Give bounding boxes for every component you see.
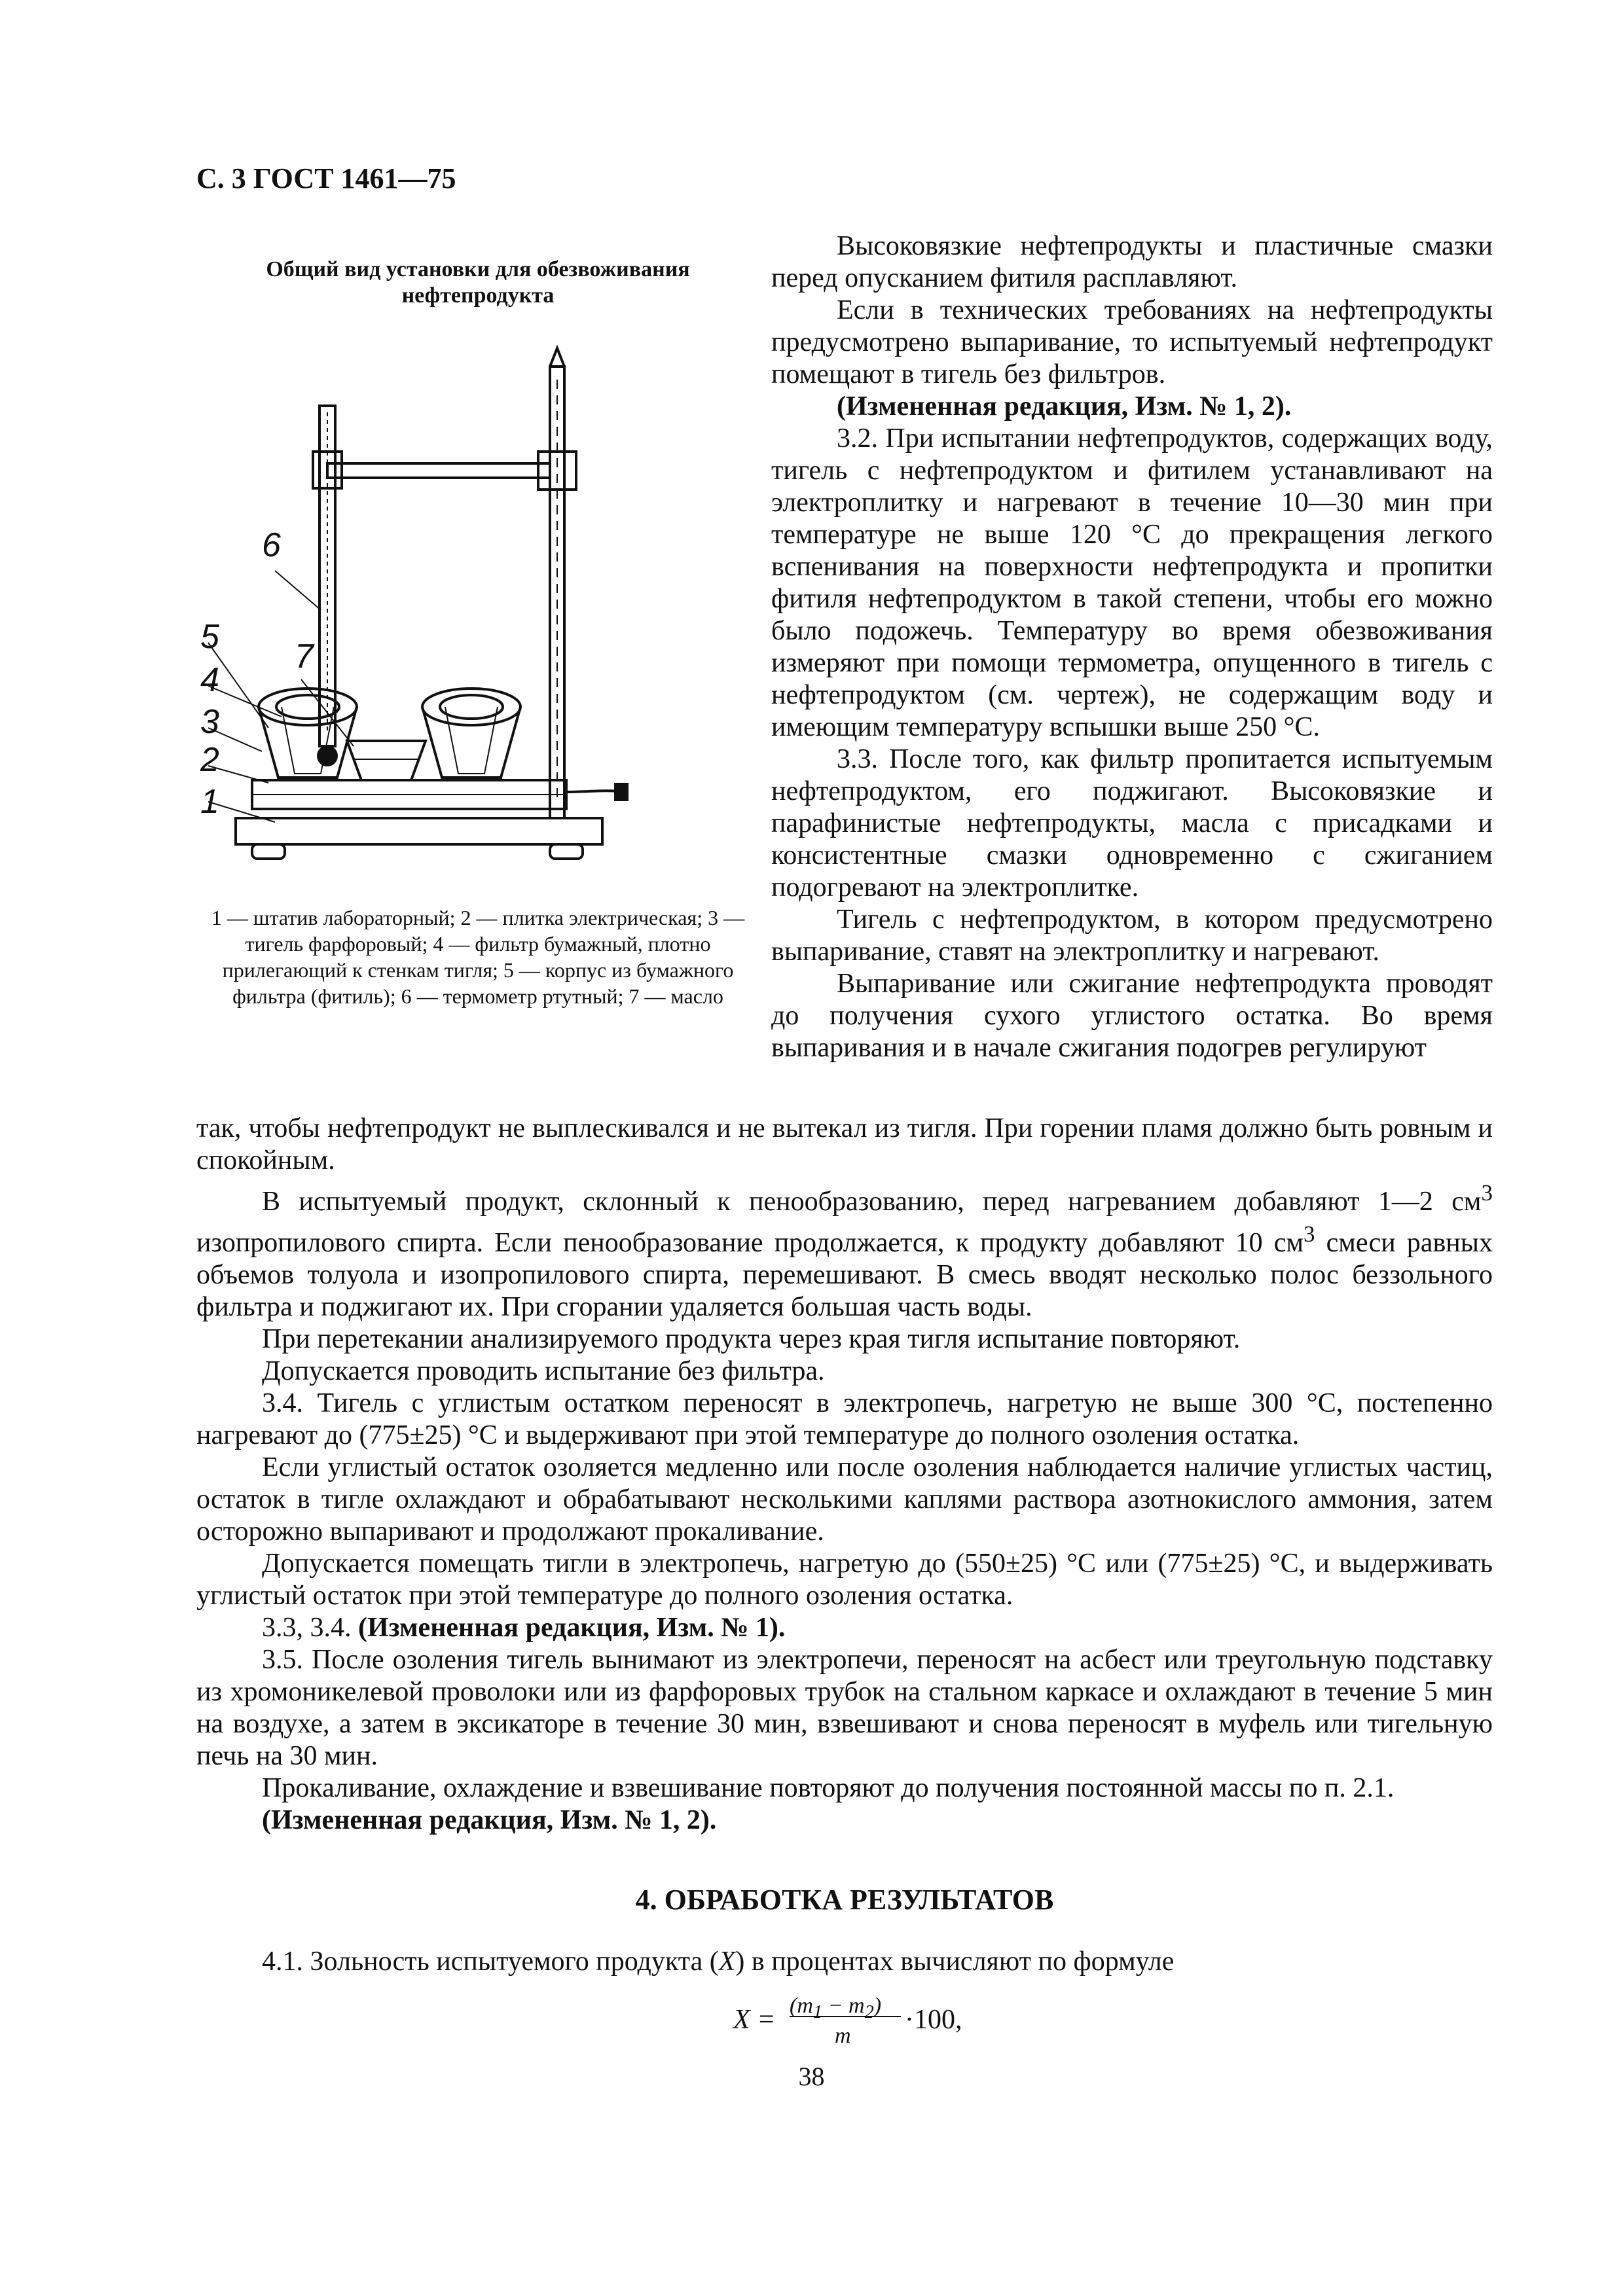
formula-denominator: m [835,2024,851,2048]
paragraph-3-3: 3.3. После того, как фильтр пропитается испытуемым нефтепродуктом, его поджигают. Высоковязкие и парафинистые нефтепродукты, масла с присадками и консистентные смазки одновременно с сжиганием подогревают на электроплитке. [771,744,1493,903]
paragraph-continuation: так, чтобы нефтепродукт не выплескивался и не вытекал из тигля. При горении пламя должно быть ровным и спокойным. [196,1113,1493,1175]
figure-label-6: 6 [262,526,281,564]
figure-label-1: 1 [200,783,219,821]
thermometer-bulb [318,747,337,765]
page-number: 38 [798,2062,825,2091]
edit-note-1-2: (Измененная редакция, Изм. № 1, 2). [837,391,1292,422]
ash-formula [733,1990,1074,2049]
right-column [771,230,1493,1064]
figure-label-7: 7 [295,637,314,675]
paragraph-foaming: В испытуемый продукт, склонный к пенообразованию, перед нагреванием добавляют 1—2 $см^3$ изопропилового спирта. Если пенообразование продолжается, к продукту добавляют 10 $см^3$ смеси равных объемов толуола и изопропилового спирта, перемешивают. В смесь вводят несколько полос беззольного фильтра и поджигают их. При сгорании удаляется большая часть воды. [196,1180,1493,1322]
paragraph-allowed: Допускается помещать тигли в электропечь, нагретую до (550±25) °С или (775±25) °С, и выдерживать углистый остаток при этой температуре до полного озоления остатка. [196,1549,1493,1611]
page-header: С. 3 ГОСТ 1461—75 [196,162,456,194]
crucible-oil [347,741,426,780]
figure-label-2: 2 [200,741,219,779]
base-foot-left [252,844,285,859]
clamp-box [538,452,576,490]
paragraph-3-4: 3.4. Тигель с углистым остатком переносят в электропечь, нагретую не выше 300 °С, постепенно нагревают до (775±25) °С и выдерживают при этой температуре до полного озоления остатка. [196,1388,1493,1450]
formula-numerator: $(m_1 - m_2)$ [790,1994,882,2022]
paragraph-overflow: При перетекании анализируемого продукта через края тигля испытание повторяют. [262,1324,1241,1354]
apparatus-figure [196,340,629,864]
edit-note-1-2-final: (Измененная редакция, Изм. № 1, 2). [262,1805,717,1835]
paragraph-calcination: Прокаливание, охлаждение и взвешивание повторяют до получения постоянной массы по п. 2.1. [262,1773,1395,1803]
formula-tail: ·100, [905,2005,962,2035]
paragraph-melting: Высоковязкие нефтепродукты и пластичные смазки перед опусканием фитиля расплавляют. [771,231,1493,293]
paragraph-3-2: 3.2. При испытании нефтепродуктов, содержащих воду, тигель с нефтепродуктом и фитилем устанавливают на электроплитку и нагревают в течение 10—30 мин при температуре не выше 120 °С до прекращения легкого вспенивания на поверхности нефтепродукта и пропитки фитиля нефтепродуктом в такой степени, чтобы его можно было подожечь. Температуру во время обезвоживания измеряют при помощи термометра, опущенного в тигель с нефтепродуктом (см. чертеж), не содержащим воду и имеющим температуру вспышки выше 250 °С. [771,423,1493,742]
stand-base [236,818,602,844]
apparatus-drawing [196,340,629,864]
paragraph-evaporation: Если в технических требованиях на нефтепродукты предусмотрено выпаривание, то испытуемый нефтепродукт помещают в тигель без фильтров. [771,295,1493,389]
paragraph-no-filter: Допускается проводить испытание без фильтра. [262,1356,825,1386]
paragraph-crucible: Тигель с нефтепродуктом, в котором предусмотрено выпаривание, ставят на электроплитку и нагревают. [771,905,1493,967]
cm3-superscript-2: 3 [1304,1221,1315,1247]
edit-note-3-3-3-4: 3.3, 3.4. (Измененная редакция, Изм. № 1). [262,1613,786,1643]
paragraph-4-1: 4.1. Зольность испытуемого продукта (X) в процентах вычисляют по формуле [262,1946,1175,1977]
paragraph-slow-ash: Если углистый остаток озоляется медленно или после озоления наблюдается наличие углистых частиц, остаток в тигле охлаждают и обрабатывают несколькими каплями раствора азотнокислого аммония, затем осторожно выпаривают и продолжают прокаливание. [196,1452,1493,1547]
base-foot-right [550,844,583,859]
figure-label-4: 4 [200,661,219,699]
figure-legend: 1 — штатив лабораторный; 2 — плитка электрическая; 3 — тигель фарфоровый; 4 — фильтр бумажный, плотно прилегающий к стенкам тигля; 5 — корпус из бумажного фильтра (фитиль); 6 — термометр ртутный; 7 — масло [211,906,745,1008]
section-4-heading: 4. ОБРАБОТКА РЕЗУЛЬТАТОВ [635,1884,1054,1916]
clamp-arm [327,463,550,478]
figure-label-3: 3 [200,703,219,741]
formula-lhs: X = [733,2005,776,2035]
cm3-superscript-1: 3 [1481,1180,1493,1206]
figure-caption: Общий вид установки для обезвоживания нефтепродукта [266,257,690,308]
paragraph-3-5: 3.5. После озоления тигель вынимают из электропечи, переносят на асбест или треугольную подставку из хромоникелевой проволоки или из фарфоровых трубок на стальном каркасе и охлаждают в течение 5 мин на воздухе, а затем в эксикаторе в течение 30 мин, взвешивают и снова переносят в муфель или тигельную печь на 30 мин. [196,1645,1493,1771]
paragraph-burning: Выпаривание или сжигание нефтепродукта проводят до получения сухого углистого остатка. Во время выпаривания и в начале сжигания подогрев регулируют [771,969,1493,1063]
figure-label-5: 5 [200,618,219,656]
body-text [196,1113,1493,1978]
